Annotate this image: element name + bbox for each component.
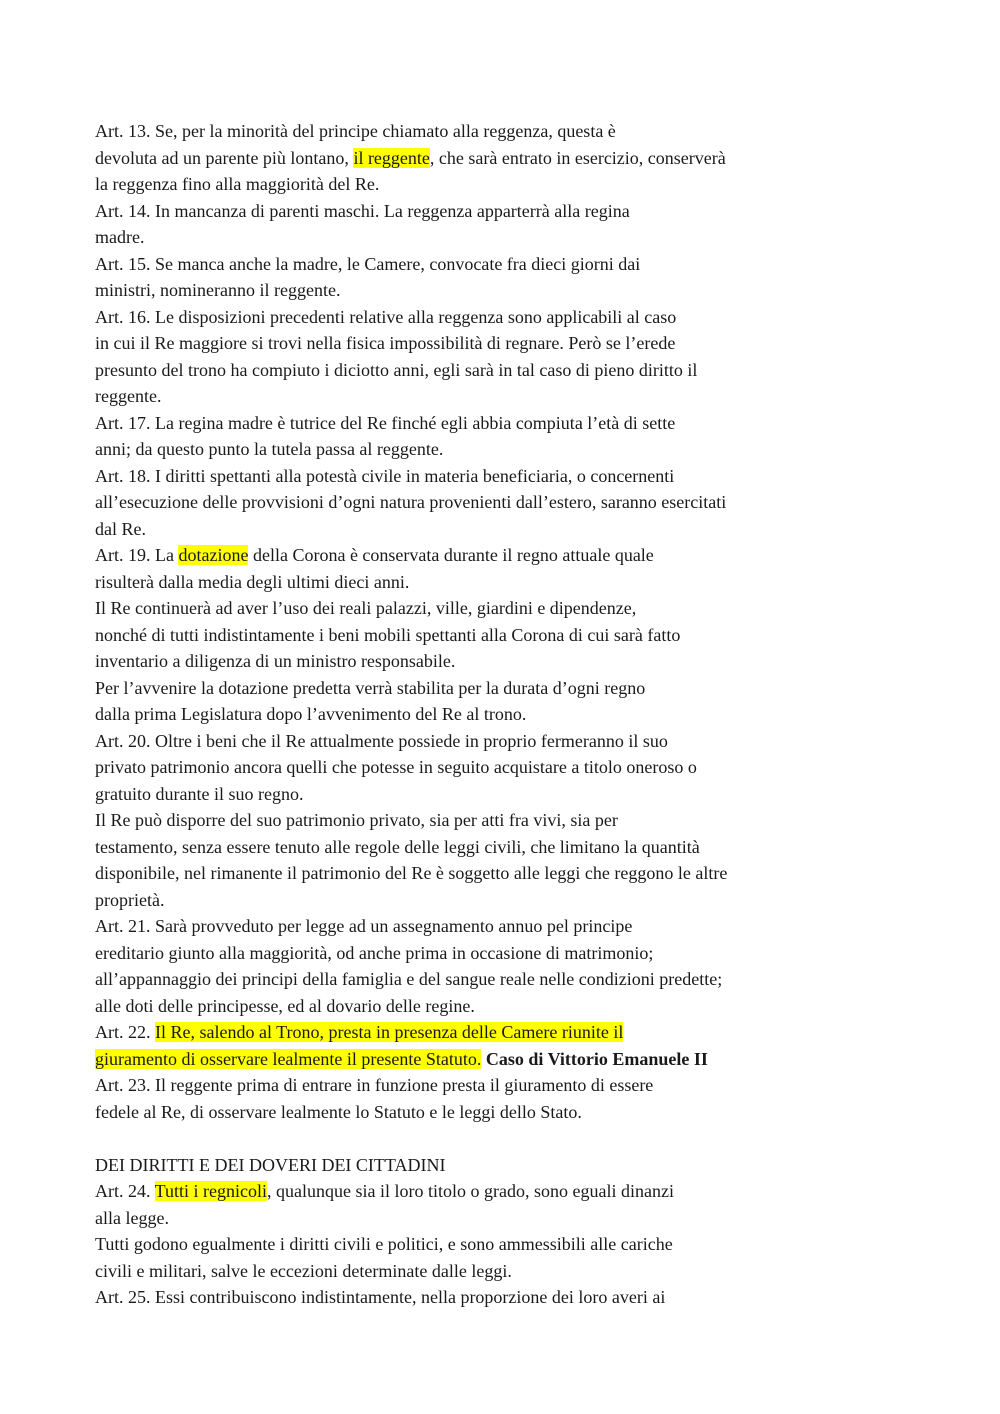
text-line: Art. 25. Essi contribuiscono indistintamente, nella proporzione dei loro averi ai: [95, 1287, 666, 1307]
text-line: Art. 21. Sarà provveduto per legge ad un assegnamento annuo pel principe: [95, 916, 633, 936]
text-line: dalla prima Legislatura dopo l’avvenimento del Re al trono.: [95, 704, 527, 724]
section-heading: DEI DIRITTI E DEI DOVERI DEI CITTADINI: [95, 1154, 446, 1175]
text-line: Art. 16. Le disposizioni precedenti relative alla reggenza sono applicabili al caso: [95, 306, 677, 327]
text-line: [95, 1178, 915, 1205]
text-line: ereditario giunto alla maggiorità, od anche prima in occasione di matrimonio;: [95, 942, 654, 963]
text-segment: Art. 22.: [95, 1022, 155, 1042]
text-line: Art. 17. La regina madre è tutrice del Re finché egli abbia compiuta l’età di sette: [95, 412, 676, 433]
text-line: ministri, nomineranno il reggente.: [95, 280, 341, 300]
blank-line: [95, 1125, 915, 1152]
highlighted-text: Il Re, salendo al Trono, presta in presenza delle Camere riunite il: [155, 1022, 624, 1042]
highlighted-text: dotazione: [178, 545, 249, 565]
text-line: inventario a diligenza di un ministro responsabile.: [95, 651, 456, 671]
text-line: [95, 542, 915, 569]
text-line: madre.: [95, 227, 145, 247]
text-line: la reggenza fino alla maggiorità del Re.: [95, 174, 380, 194]
text-line: risulterà dalla media degli ultimi dieci anni.: [95, 571, 410, 592]
text-line: fedele al Re, di osservare lealmente lo Statuto e le leggi dello Stato.: [95, 1101, 582, 1122]
text-line: [95, 145, 915, 172]
text-line: Per l’avvenire la dotazione predetta verrà stabilita per la durata d’ogni regno: [95, 677, 646, 698]
text-segment: Art. 24.: [95, 1181, 155, 1201]
text-line: Tutti godono egualmente i diritti civili e politici, e sono ammessibili alle cariche: [95, 1234, 673, 1254]
text-segment: , che sarà entrato in esercizio, conserverà: [429, 147, 726, 168]
text-line: Art. 23. Il reggente prima di entrare in funzione presta il giuramento di essere: [95, 1075, 654, 1095]
text-line: alle doti delle principesse, ed al dovario delle regine.: [95, 995, 475, 1016]
text-line: proprietà.: [95, 889, 165, 910]
highlighted-text: il reggente: [353, 147, 430, 168]
bold-note: Caso di Vittorio Emanuele II: [485, 1048, 708, 1069]
text-segment: devoluta ad un parente più lontano,: [95, 147, 354, 168]
text-line: Il Re continuerà ad aver l’uso dei reali palazzi, ville, giardini e dipendenze,: [95, 598, 637, 618]
text-line: all’appannaggio dei principi della famiglia e del sangue reale nelle condizioni predette;: [95, 969, 723, 989]
text-line: Art. 13. Se, per la minorità del principe chiamato alla reggenza, questa è: [95, 121, 616, 141]
text-line: Art. 14. In mancanza di parenti maschi. La reggenza apparterrà alla regina: [95, 200, 630, 221]
text-line: privato patrimonio ancora quelli che potesse in seguito acquistare a titolo oneroso o: [95, 757, 697, 777]
text-line: dal Re.: [95, 518, 146, 539]
text-line: disponibile, nel rimanente il patrimonio del Re è soggetto alle leggi che reggono le altre: [95, 863, 728, 883]
text-line: Art. 18. I diritti spettanti alla potestà civile in materia beneficiaria, o concernenti: [95, 465, 675, 486]
text-line: anni; da questo punto la tutela passa al reggente.: [95, 439, 444, 459]
text-line: all’esecuzione delle provvisioni d’ogni natura provenienti dall’estero, saranno esercitati: [95, 492, 727, 512]
text-segment: , qualunque sia il loro titolo o grado, sono eguali dinanzi: [267, 1181, 674, 1201]
text-segment: Art. 19. La: [95, 545, 179, 565]
text-line: nonché di tutti indistintamente i beni mobili spettanti alla Corona di cui sarà fatto: [95, 624, 681, 645]
text-line: Art. 20. Oltre i beni che il Re attualmente possiede in proprio fermeranno il suo: [95, 730, 668, 751]
text-line: Il Re può disporre del suo patrimonio privato, sia per atti fra vivi, sia per: [95, 810, 618, 830]
text-line: civili e militari, salve le eccezioni determinate dalle leggi.: [95, 1260, 512, 1281]
text-line: reggente.: [95, 386, 162, 406]
text-line: [95, 1046, 915, 1073]
text-line: testamento, senza essere tenuto alle regole delle leggi civili, che limitano la quantità: [95, 836, 700, 857]
text-line: alla legge.: [95, 1207, 169, 1228]
text-line: [95, 1019, 915, 1046]
text-segment: della Corona è conservata durante il regno attuale quale: [248, 545, 654, 565]
text-line: gratuito durante il suo regno.: [95, 783, 304, 804]
highlighted-text: Tutti i regnicoli: [154, 1181, 268, 1201]
highlighted-text: giuramento di osservare lealmente il presente Statuto.: [95, 1048, 482, 1069]
document-body-text: [95, 118, 915, 1311]
text-line: Art. 15. Se manca anche la madre, le Camere, convocate fra dieci giorni dai: [95, 253, 641, 274]
text-line: presunto del trono ha compiuto i diciotto anni, egli sarà in tal caso di pieno diritto il: [95, 359, 698, 380]
text-line: in cui il Re maggiore si trovi nella fisica impossibilità di regnare. Però se l’erede: [95, 333, 676, 353]
